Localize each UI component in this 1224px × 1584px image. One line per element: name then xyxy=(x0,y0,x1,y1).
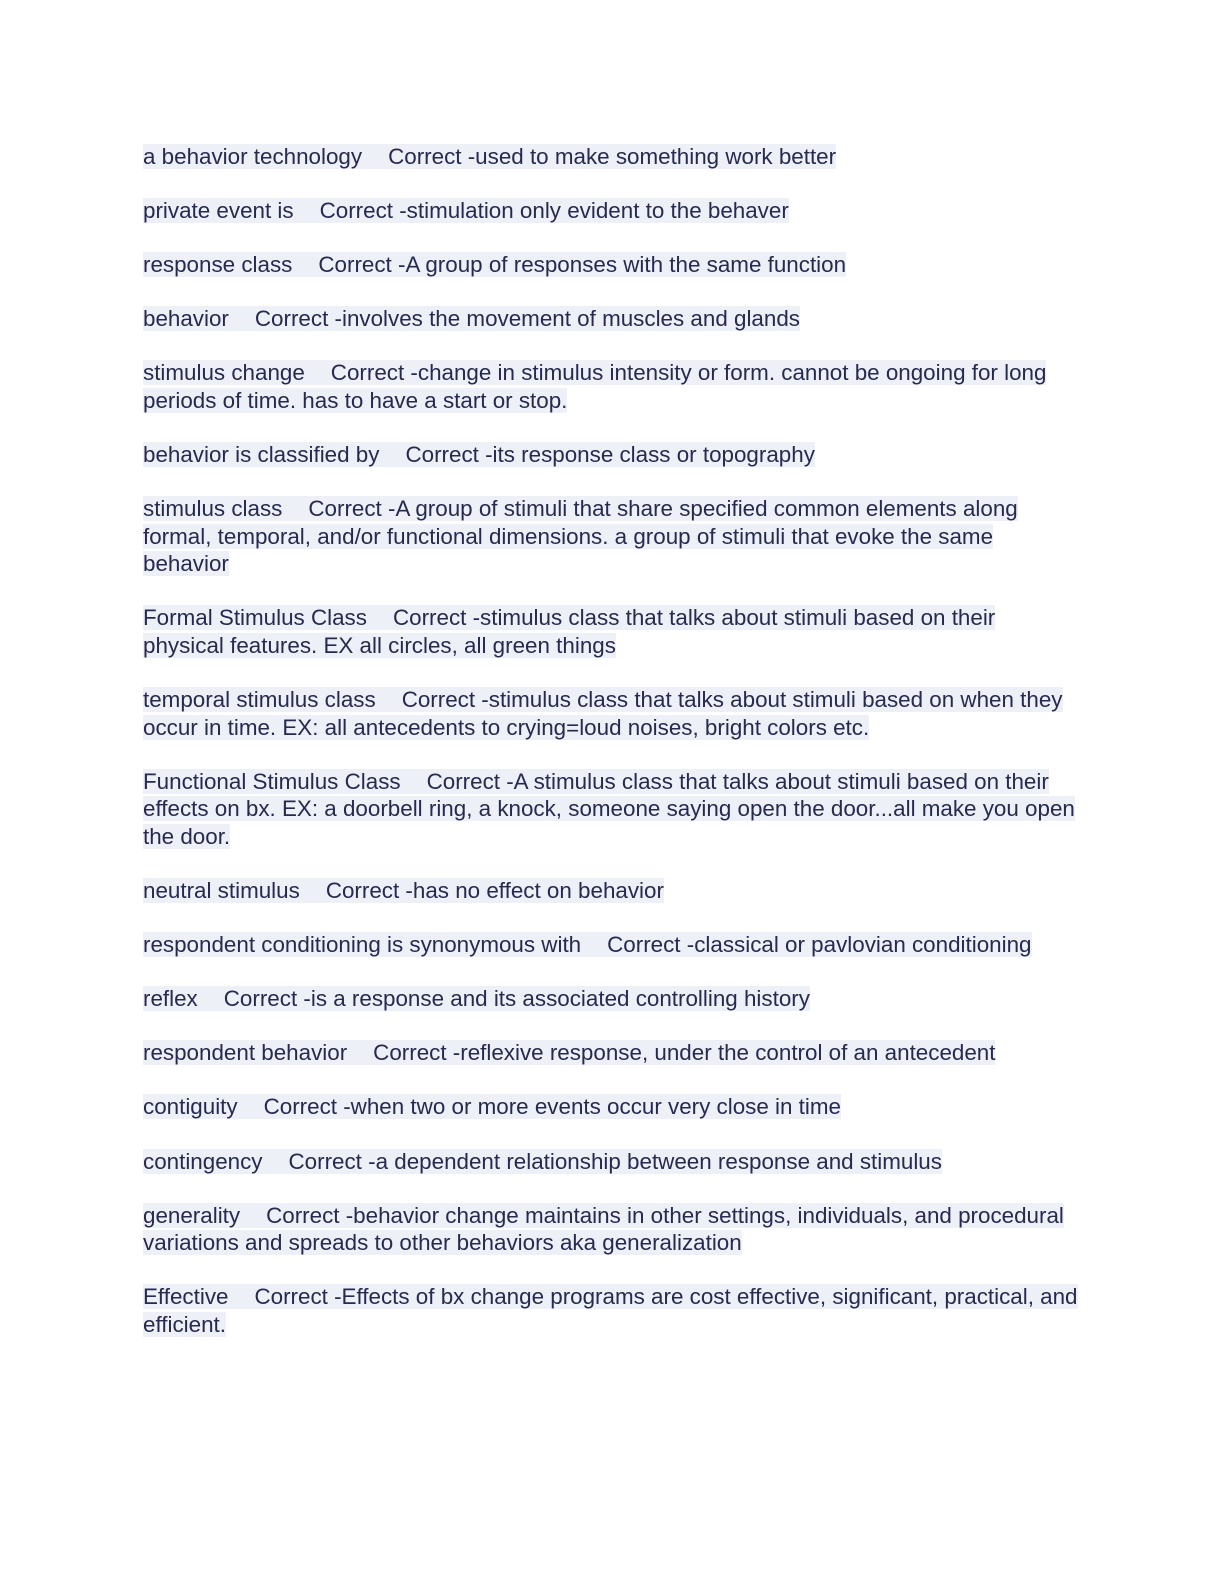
entry-term: stimulus change xyxy=(143,360,305,386)
flashcard-entry xyxy=(143,931,1078,959)
entry-term: a behavior technology xyxy=(143,144,363,169)
entry-term: respondent conditioning is synonymous with xyxy=(143,932,582,958)
entry-answer: Correct -A group of stimuli that share specified common elements along formal, temporal, and/or functional dimensions. a group of stimuli that evoke the same behavior xyxy=(143,496,1018,577)
entry-term: contingency xyxy=(143,1148,263,1174)
entry-term: neutral stimulus xyxy=(143,878,300,904)
entry-answer: Correct -when two or more events occur very close in time xyxy=(263,1094,841,1120)
flashcard-entry xyxy=(143,1202,1078,1257)
entry-answer: Correct -has no effect on behavior xyxy=(325,878,664,904)
entry-term: Formal Stimulus Class xyxy=(143,605,367,631)
flashcard-entry xyxy=(143,877,1078,905)
flashcard-entry xyxy=(143,305,1078,333)
flashcard-list xyxy=(143,143,1078,1365)
flashcard-entry xyxy=(143,1093,1078,1121)
entry-answer: Correct -its response class or topography xyxy=(405,442,815,468)
flashcard-entry xyxy=(143,686,1078,741)
entry-answer: Correct -stimulus class that talks about stimuli based on when they occur in time. EX: all antecedents to crying=loud noises, bright colors etc. xyxy=(143,687,1063,740)
entry-answer: Correct -a dependent relationship between response and stimulus xyxy=(288,1148,942,1174)
entry-answer: Correct -stimulus class that talks about stimuli based on their physical features. EX all circles, all green things xyxy=(143,605,996,659)
flashcard-entry xyxy=(143,604,1078,659)
entry-term: reflex xyxy=(143,986,198,1012)
entry-answer: Correct -Effects of bx change programs are cost effective, significant, practical, and efficient. xyxy=(143,1284,1078,1337)
entry-answer: Correct -stimulation only evident to the behaver xyxy=(319,198,789,224)
entry-term: Functional Stimulus Class xyxy=(143,768,401,794)
entry-answer: Correct -is a response and its associated controlling history xyxy=(223,986,810,1012)
entry-term: stimulus class xyxy=(143,496,283,522)
entry-term: Effective xyxy=(143,1284,229,1310)
entry-term: generality xyxy=(143,1202,241,1228)
entry-answer: Correct -reflexive response, under the control of an antecedent xyxy=(373,1040,996,1066)
entry-term: private event is xyxy=(143,198,294,224)
entry-term: behavior is classified by xyxy=(143,442,380,468)
entry-answer: Correct -classical or pavlovian conditioning xyxy=(607,932,1032,958)
flashcard-entry xyxy=(143,359,1078,414)
flashcard-entry xyxy=(143,768,1078,851)
entry-term: temporal stimulus class xyxy=(143,687,376,713)
entry-term: respondent behavior xyxy=(143,1040,348,1066)
entry-answer: Correct -used to make something work better xyxy=(388,144,837,169)
flashcard-entry xyxy=(143,1039,1078,1067)
entry-answer: Correct -behavior change maintains in other settings, individuals, and procedural variations and spreads to other behaviors aka generalization xyxy=(143,1202,1064,1256)
entry-term: response class xyxy=(143,252,293,278)
flashcard-entry xyxy=(143,143,1078,171)
entry-term: contiguity xyxy=(143,1094,238,1120)
flashcard-entry xyxy=(143,1148,1078,1176)
flashcard-entry xyxy=(143,495,1078,578)
flashcard-entry xyxy=(143,251,1078,279)
flashcard-entry xyxy=(143,1283,1078,1338)
entry-answer: Correct -A stimulus class that talks about stimuli based on their effects on bx. EX: a doorbell ring, a knock, someone saying open the door...all make you open the door. xyxy=(143,768,1075,849)
flashcard-entry xyxy=(143,441,1078,469)
entry-answer: Correct -change in stimulus intensity or form. cannot be ongoing for long periods of time. has to have a start or stop. xyxy=(143,360,1047,413)
flashcard-entry xyxy=(143,197,1078,225)
entry-term: behavior xyxy=(143,306,229,332)
flashcard-entry xyxy=(143,985,1078,1013)
entry-answer: Correct -involves the movement of muscles and glands xyxy=(254,306,800,332)
entry-answer: Correct -A group of responses with the same function xyxy=(318,252,847,278)
